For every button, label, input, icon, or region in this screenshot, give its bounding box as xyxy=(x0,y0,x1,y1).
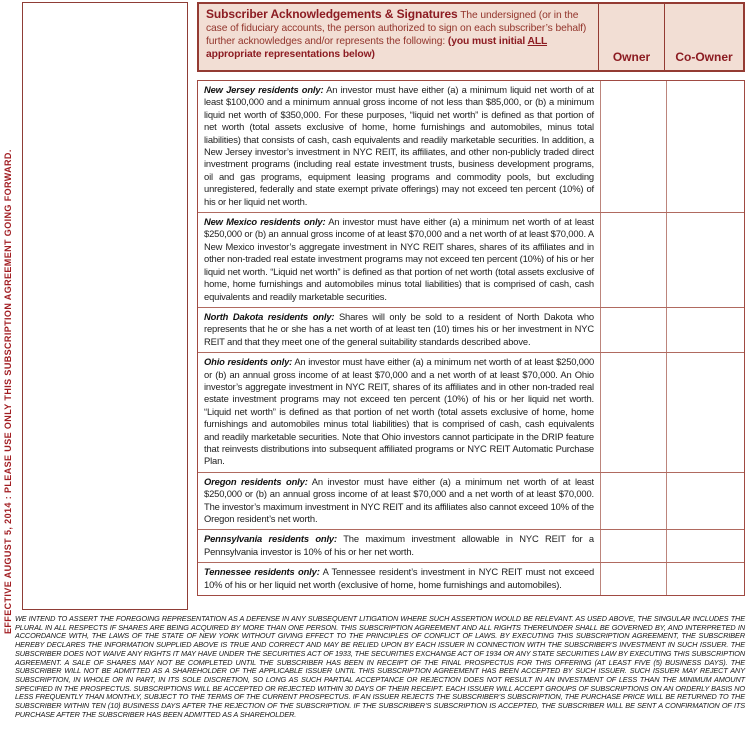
co-owner-initial-cell[interactable] xyxy=(666,353,744,472)
co-owner-initial-cell[interactable] xyxy=(666,563,744,595)
co-owner-initial-cell[interactable] xyxy=(666,81,744,212)
state-name-label: Oregon residents only: xyxy=(204,475,308,487)
header-text xyxy=(199,4,598,70)
state-row-new-mexico xyxy=(198,213,744,308)
state-representation-text: The maximum investment allowable in NYC REIT for a Pennsylvania investor is 10% of his or her net worth. xyxy=(204,533,594,557)
state-row-text xyxy=(198,213,600,307)
header-instruction-all: ALL xyxy=(527,36,548,47)
state-row-pennsylvania xyxy=(198,530,744,563)
acknowledgements-header xyxy=(197,2,745,72)
state-row-tennessee xyxy=(198,563,744,595)
state-representation-text: An investor must have either (a) a minimum net worth of at least $250,000 or (b) an annual gross income of at least $70,000 and a net worth of at least $70,000. The investor’s maximum investment in NYC REIT and its affiliates also cannot exceed 10% of the Oregon resident’s net worth. xyxy=(204,475,594,524)
state-representation-text: An investor must have either (a) a minimum liquid net worth of at least $100,000 and a minimum annual gross income of not less than $85,000, or (b) a minimum liquid net worth of $350,000. For these purposes, “liquid net worth” is defined as that portion of net worth (total assets exclusive of home, home furnishings and automobiles, minus total liabilities) that consists of cash, cash equivalents and readily marketable securities. In addition, a New Jersey investor’s investment in NYC REIT, its affiliates, and other non-publicly traded direct investment programs (including real estate investment trusts, business development programs, oil and gas programs, equipment leasing programs and commodity pools, but excluding unregistered, federally and state exempt private offerings) may not exceed ten percent (10%) of his or her liquid net worth. xyxy=(204,84,594,207)
state-representation-text: An investor must have either (a) a minimum net worth of at least $250,000 or (b) an annual gross income of at least $70,000 and a net worth of at least $70,000. A New Mexico investor’s aggregate investment in NYC REIT shares, shares of its affiliates and in other non-traded real estate investment programs may not exceed ten percent (10%) of his or her liquid net worth. “Liquid net worth” is defined as that portion of net worth (total assets exclusive of home, home furnishings and automobiles minus total liabilities) that is comprised of cash, cash equivalents and readily marketable securities. xyxy=(204,216,594,302)
state-row-oregon xyxy=(198,473,744,531)
state-name-label: North Dakota residents only: xyxy=(204,310,335,322)
state-row-north-dakota xyxy=(198,308,744,353)
state-name-label: Tennessee residents only: xyxy=(204,566,320,578)
owner-initial-cell[interactable] xyxy=(600,530,666,562)
state-name-label: New Jersey residents only: xyxy=(204,84,324,95)
co-owner-column-label: Co-Owner xyxy=(675,50,733,64)
co-owner-initial-cell[interactable] xyxy=(666,530,744,562)
left-signature-area-box xyxy=(22,2,188,610)
section-title: Subscriber Acknowledgements & Signatures xyxy=(206,7,458,21)
owner-column-header xyxy=(598,4,664,70)
state-name-label: Pennsylvania residents only: xyxy=(204,533,337,545)
state-representation-text: A Tennessee resident’s investment in NYC REIT must not exceed 10% of his or her liquid net worth (exclusive of home, home furnishings and automobiles). xyxy=(204,566,595,590)
state-row-new-jersey xyxy=(198,81,744,213)
state-row-text xyxy=(198,473,600,530)
state-row-text xyxy=(198,308,600,352)
header-instruction-tail: appropriate representations below) xyxy=(206,49,375,60)
co-owner-initial-cell[interactable] xyxy=(666,308,744,352)
owner-initial-cell[interactable] xyxy=(600,81,666,212)
header-instruction-bold: (you must initial xyxy=(447,36,528,47)
owner-initial-cell[interactable] xyxy=(600,353,666,472)
co-owner-column-header xyxy=(664,4,743,70)
state-row-text xyxy=(198,353,600,472)
co-owner-initial-cell[interactable] xyxy=(666,473,744,530)
state-row-text xyxy=(198,563,600,595)
state-row-text xyxy=(198,530,600,562)
owner-initial-cell[interactable] xyxy=(600,308,666,352)
state-name-label: New Mexico residents only: xyxy=(204,216,326,228)
footer-legal-text: WE INTEND TO ASSERT THE FOREGOING REPRESENTATION AS A DEFENSE IN ANY SUBSEQUENT LITIGATION WHERE SUCH ASSERTION WOULD BE RELEVANT. AS USED ABOVE, THE SINGULAR INCLUDES THE PLURAL IN ALL RESPECTS IF SHARES ARE BEING ACQUIRED BY MORE THAN ONE PERSON. THIS SUBSCRIPTION AGREEMENT AND ALL RIGHTS THEREUNDER SHALL BE GOVERNED BY, AND INTERPRETED IN ACCORDANCE WITH, THE LAWS OF THE STATE OF NEW YORK WITHOUT GIVING EFFECT TO THE PRINCIPLES OF CONFLICT OF LAWS. BY EXECUTING THIS SUBSCRIPTION AGREEMENT, THE SUBSCRIBER HEREBY DECLARES THE INFORMATION SUPPLIED ABOVE IS TRUE AND CORRECT AND MAY BE RELIED UPON BY EACH ISSUER IN CONNECTION WITH THE SUBSCRIBER’S INVESTMENT IN SUCH ISSUER. THE SUBSCRIBER DOES NOT WAIVE ANY RIGHTS IT MAY HAVE UNDER THE SECURITIES ACT OF 1933, THE SECURITIES EXCHANGE ACT OF 1934 OR ANY STATE SECURITIES LAW BY EXECUTING THIS SUBSCRIPTION AGREEMENT. A SALE OF SHARES MAY NOT BE COMPLETED UNTIL THE SUBSCRIBER HAS BEEN IN RECEIPT OF THE FINAL PROSPECTUS FOR THIS OFFERING (AT LEAST FIVE (5) BUSINESS DAYS). THE SUBSCRIBER WILL NOT BE ADMITTED AS A SHAREHOLDER OF THE APPLICABLE ISSUER UNTIL THIS SUBSCRIPTION AGREEMENT HAS BEEN ACCEPTED BY SUCH ISSUER. SUCH ISSUER MAY REJECT ANY SUBSCRIPTION, IN WHOLE OR IN PART, IN ITS SOLE DISCRETION, SO LONG AS SUCH PARTIAL ACCEPTANCE OR REJECTION DOES NOT RESULT IN AN INVESTMENT OF LESS THAN THE MINIMUM AMOUNT SPECIFIED IN THE PROSPECTUS. SUBSCRIPTIONS WILL BE ACCEPTED OR REJECTED WITHIN 30 DAYS OF THEIR RECEIPT. EACH ISSUER WILL ACCEPT GROUPS OF SUBSCRIPTIONS ON AN ORDERLY BASIS NO LESS FREQUENTLY THAN MONTHLY, SUBJECT TO THE TERMS OF THE CURRENT PROSPECTUS. IF AN ISSUER REJECTS THE SUBSCRIBER’S SUBSCRIPTION, THE PURCHASE PRICE WILL BE RETURNED TO THE SUBSCRIBER WITHIN TEN (10) BUSINESS DAYS AFTER THE REJECTION OF THE SUBSCRIPTION. IF THE SUBSCRIBER’S SUBSCRIPTION IS ACCEPTED, THE SUBSCRIBER WILL BE SENT A CONFIRMATION OF ITS PURCHASE AFTER THE SUBSCRIBER HAS BEEN ADMITTED AS A SHAREHOLDER. xyxy=(15,614,745,719)
owner-initial-cell[interactable] xyxy=(600,213,666,307)
owner-initial-cell[interactable] xyxy=(600,563,666,595)
state-row-ohio xyxy=(198,353,744,473)
state-name-label: Ohio residents only: xyxy=(204,356,293,368)
owner-column-label: Owner xyxy=(612,50,651,64)
state-representations-table xyxy=(197,80,745,596)
acknowledgements-section xyxy=(197,2,745,596)
state-representation-text: An investor must have either (a) a minimum net worth of at least $250,000 or (b) an annual gross income of at least $70,000 and a net worth of at least $70,000. An Ohio investor’s aggregate investment in NYC REIT, shares of its affiliates and in other non-traded real estate investment programs may not exceed ten percent (10%) of his or her liquid net worth. “Liquid net worth” is defined as that portion of net worth (total assets exclusive of home, home furnishings and automobiles minus total liabilities) that is comprised of cash, cash equivalents and readily marketable securities. Note that Ohio investors cannot participate in the DRIP feature that reinvests distributions into subsequent affiliated programs or NYC REIT Automatic Purchase Plan. xyxy=(204,356,595,467)
header-description: The undersigned (or in the case of fiduciary accounts, the person authorized to sign on each subscriber’s behalf) further acknowledges and/or represents the following: xyxy=(206,10,587,47)
state-row-text xyxy=(198,81,600,212)
effective-date-side-note: EFFECTIVE AUGUST 5, 2014 : PLEASE USE ONLY THIS SUBSCRIPTION AGREEMENT GOING FORWARD. xyxy=(3,149,13,634)
owner-initial-cell[interactable] xyxy=(600,473,666,530)
state-representation-text: Shares will only be sold to a resident of North Dakota who represents that he or she has a net worth of at least ten (10) times his or her investment in NYC REIT and that they meet one of the general suitability standards described above. xyxy=(204,310,594,347)
co-owner-initial-cell[interactable] xyxy=(666,213,744,307)
